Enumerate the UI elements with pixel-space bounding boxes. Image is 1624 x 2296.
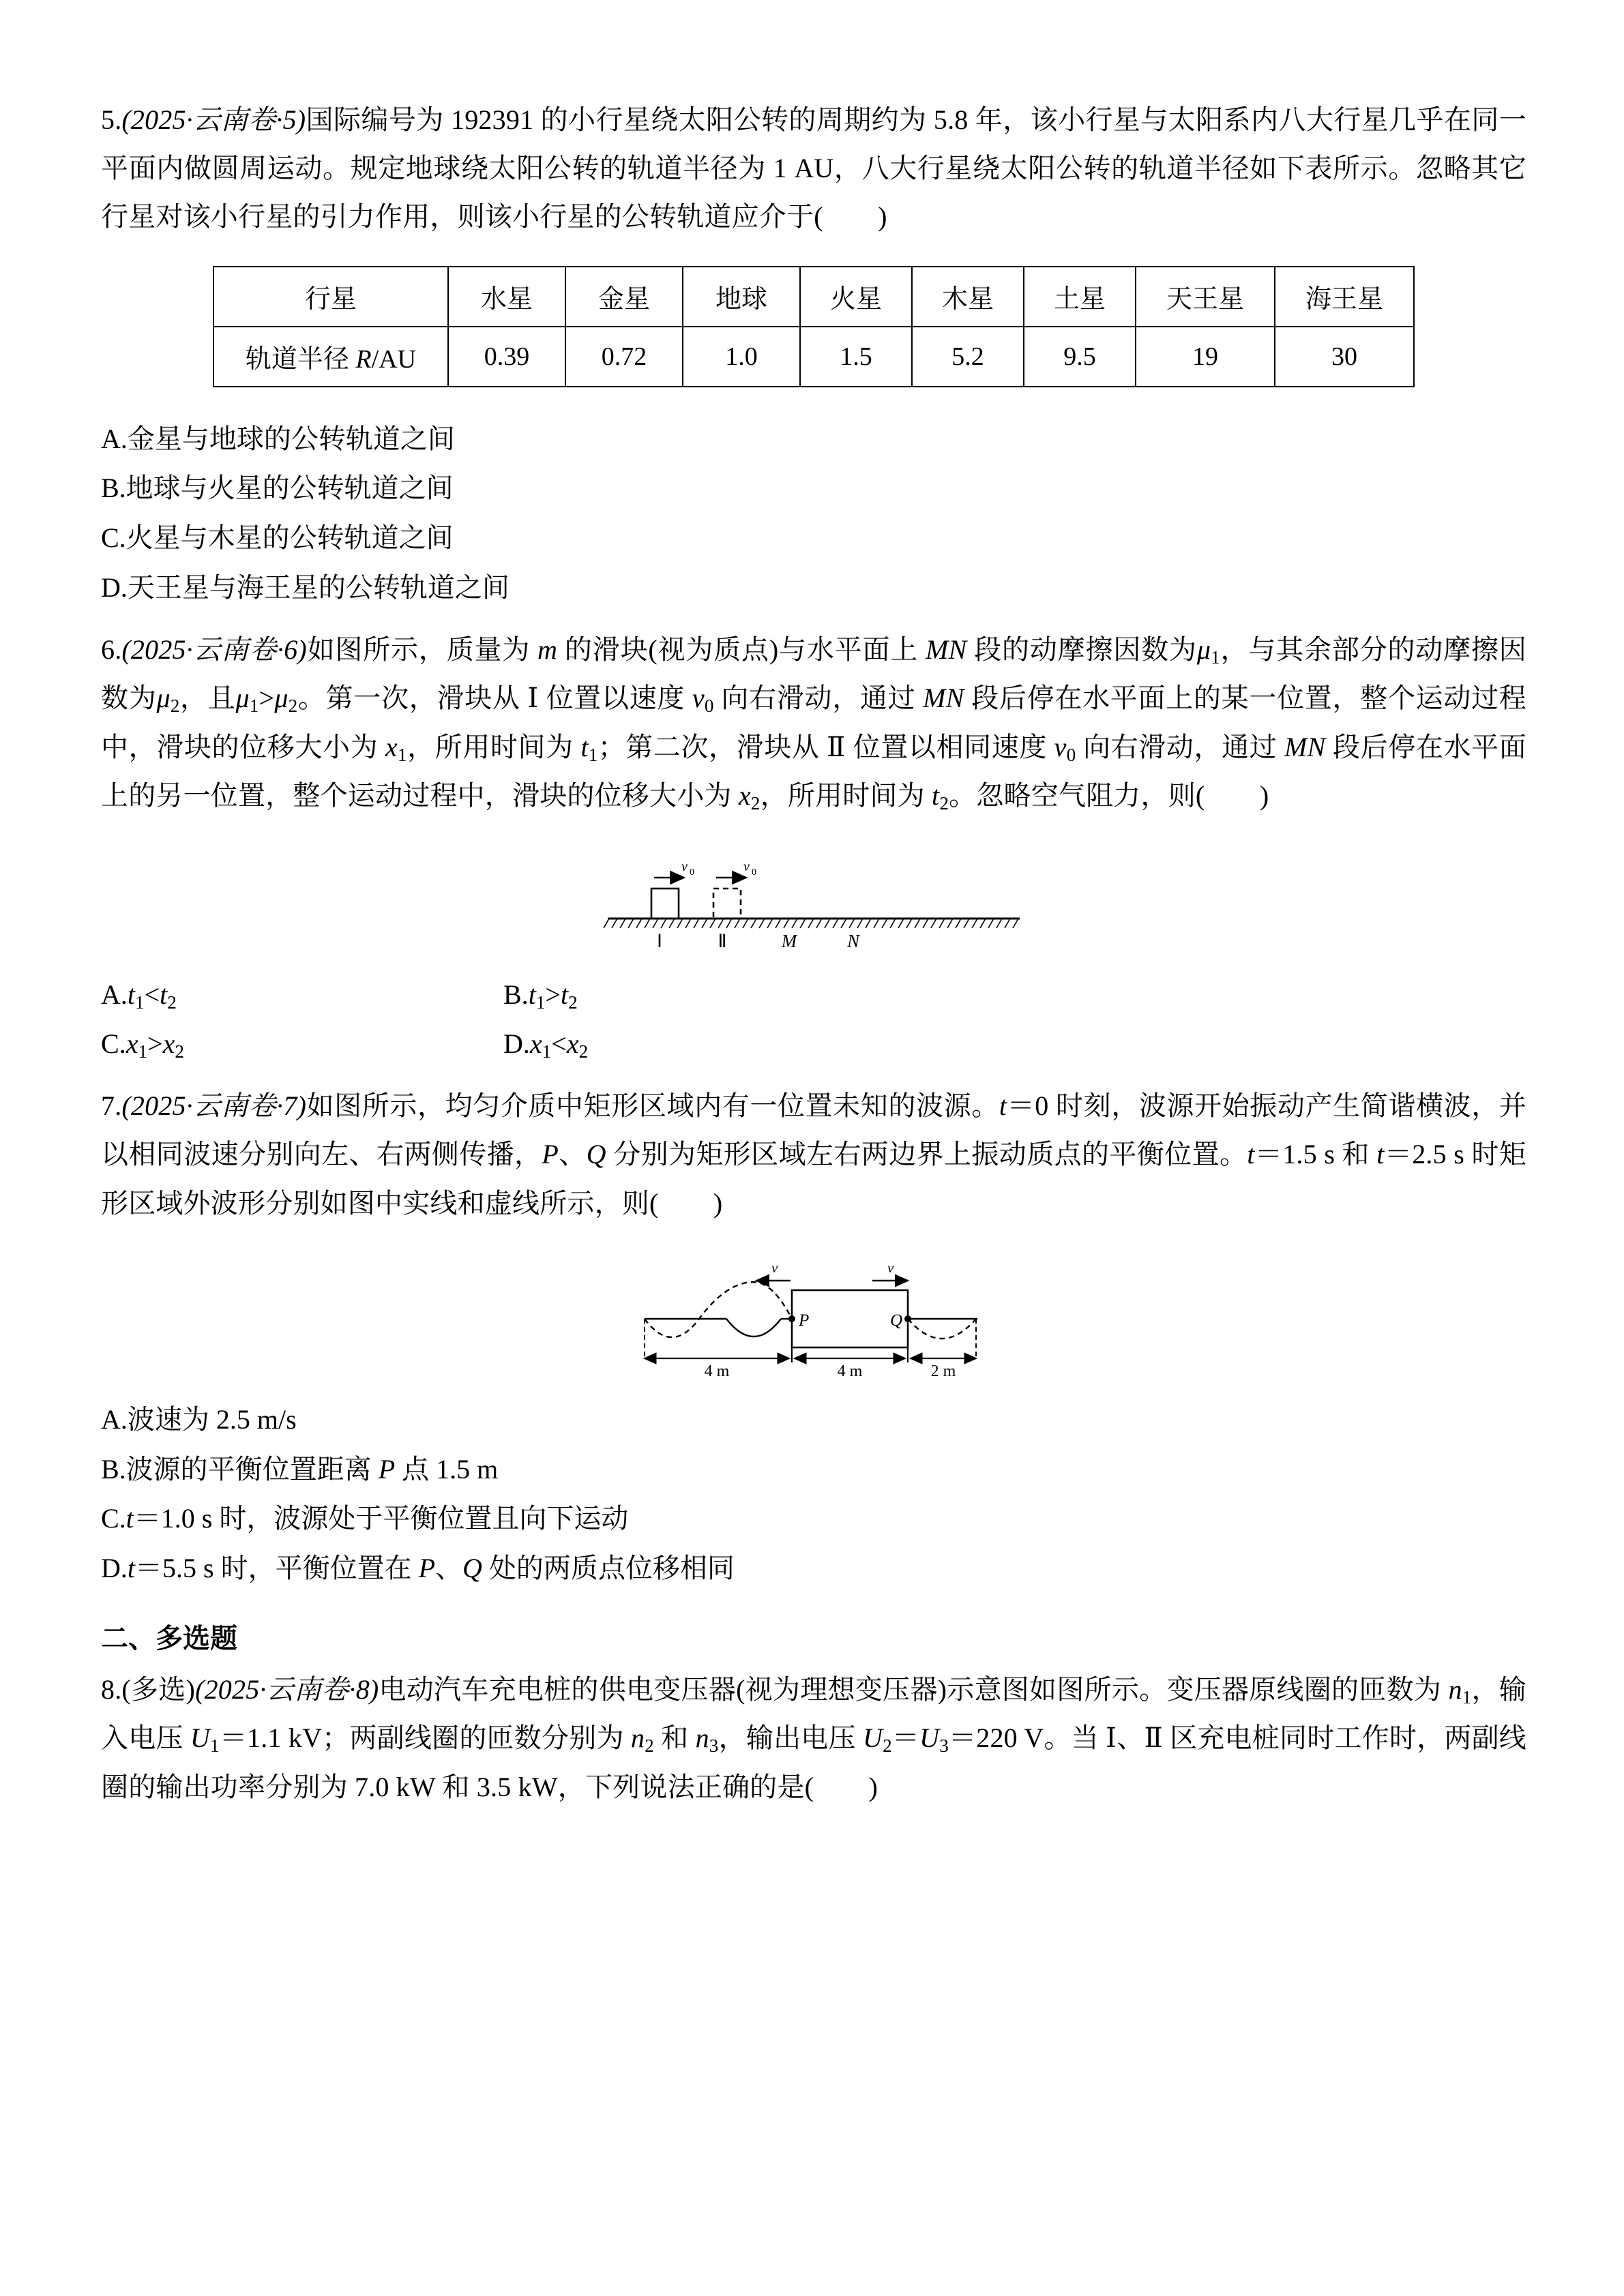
planet-orbit-table [213,266,1415,387]
svg-text:v: v [681,859,688,874]
question-7-stem [101,1082,1526,1227]
question-6-figure [101,838,1526,955]
question-8-number: 8. [101,1673,122,1705]
question-6-option-c[interactable]: $C.x_1>x_2$ [101,1028,184,1062]
question-7-option-a[interactable]: A.波速为 2.5 m/s [101,1403,297,1435]
question-8-stem [101,1665,1526,1811]
question-6-option-b[interactable]: $B.t_1>t_2$ [503,979,578,1013]
slider-friction-diagram [602,838,1025,955]
dim-label-mid: 4 m [837,1362,863,1380]
table-cell-planet-0: 水星 [448,267,565,327]
question-6-option-a[interactable]: $A.t_1<t_2$ [101,979,177,1013]
block-solid [651,889,679,919]
question-7-text: 如图所示，均匀介质中矩形区域内有一位置未知的波源。t＝0 时刻，波源开始振动产生简谐横波，并以相同波速分别向左、右两侧传播，P、Q 分别为矩形区域左右两边界上振动质点的平衡位置。t＝1.5 s 和 t＝2.5 s 时矩形区域外波形分别如图中实线和虚线所示，则( ) [101,1090,1527,1219]
solid-trough-left [726,1319,781,1337]
table-cell-planet-1: 金星 [565,267,683,327]
svg-text:M: M [781,930,797,951]
planet-table-wrapper [101,266,1526,387]
question-7-option-c[interactable]: C.t＝1.0 s 时，波源处于平衡位置且向下运动 [101,1503,629,1534]
question-8-text: 电动汽车充电桩的供电变压器(视为理想变压器)示意图如图所示。变压器原线圈的匝数为 $n_1$，输入电压 $U_1=1.1$ kV；两副线圈的匝数分别为 $n_2$ 和 $n_3$，输出电压 $U_2=U_3=220$ V。当 Ⅰ、Ⅱ 区充电桩同时工作时，两副线圈的输出功率分别为 7.0 kW 和 3.5 kW，下列说法正确的是( ) [101,1673,1527,1802]
table-cell-radius-2: 1.0 [683,327,800,387]
block-dashed [713,889,741,919]
table-cell-radius-6: 19 [1136,327,1275,387]
table-cell-row-header-1: 行星 [213,267,448,327]
table-cell-planet-6: 天王星 [1136,267,1275,327]
table-cell-planet-3: 火星 [800,267,912,327]
table-cell-row-header-2: 轨道半径 R/AU [213,327,448,387]
dashed-wave-left [645,1282,792,1337]
dashed-trough-right [908,1319,976,1339]
table-cell-radius-7: 30 [1275,327,1414,387]
table-cell-planet-5: 土星 [1024,267,1136,327]
table-cell-planet-7: 海王星 [1275,267,1414,327]
table-cell-radius-4: 5.2 [912,327,1024,387]
svg-text:0: 0 [752,867,756,878]
wave-rectangle-diagram [630,1245,998,1380]
question-6-text: 如图所示，质量为 m 的滑块(视为质点)与水平面上 MN 段的动摩擦因数为$\mu_1$，与其余部分的动摩擦因数为$\mu_2$，且$\mu_1>\mu_2$。第一次，滑块从 Ⅰ 位置以速度 $v_0$ 向右滑动，通过 MN 段后停在水平面上的某一位置，整个运动过程中，滑块的位移大小为 $x_1$，所用时间为 $t_1$；第二次，滑块从 Ⅱ 位置以相同速度 $v_0$ 向右滑动，通过 MN 段后停在水平面上的另一位置，整个运动过程中，滑块的位移大小为 $x_2$，所用时间为 $t_2$。忽略空气阻力，则( ) [101,633,1527,814]
svg-text:v: v [887,1259,894,1276]
dim-label-left: 4 m [704,1362,730,1380]
question-8-tag: (多选) [121,1673,196,1705]
question-5-option-a[interactable]: A.金星与地球的公转轨道之间 [101,423,455,454]
table-cell-radius-1: 0.72 [565,327,683,387]
question-6-options-row-2 [101,1019,1526,1069]
question-7-source: (2025·云南卷·7) [121,1090,307,1122]
page-content [101,95,1526,1815]
svg-text:0: 0 [690,867,694,878]
question-5-stem [101,95,1526,241]
svg-text:v: v [771,1259,778,1276]
table-cell-radius-3: 1.5 [800,327,912,387]
question-7-option-b[interactable]: B.波源的平衡位置距离 P 点 1.5 m [101,1453,499,1485]
svg-text:N: N [846,930,860,951]
question-6-option-d[interactable]: $D.x_1<x_2$ [503,1028,589,1062]
table-cell-planet-2: 地球 [683,267,800,327]
svg-text:Ⅱ: Ⅱ [718,930,727,951]
question-8-source: (2025·云南卷·8) [195,1673,379,1705]
table-cell-planet-4: 木星 [912,267,1024,327]
question-6-stem [101,625,1526,820]
section-heading-multiple-choice: 二、多选题 [101,1622,237,1654]
question-5-text: 国际编号为 192391 的小行星绕太阳公转的周期约为 5.8 年，该小行星与太阳系内八大行星几乎在同一平面内做圆周运动。规定地球绕太阳公转的轨道半径为 1 AU，八大行星绕太阳公转的轨道半径如下表所示。忽略其它行星对该小行星的引力作用，则该小行星的公转轨道应介于( ) [101,104,1526,233]
question-5-source: (2025·云南卷·5) [121,104,306,135]
svg-text:Ⅰ: Ⅰ [657,930,662,951]
table-row-radius [213,327,1414,387]
point-q-dot [904,1315,911,1322]
question-6-source: (2025·云南卷·6) [121,633,307,665]
question-7-number: 7. [101,1090,122,1122]
dim-label-right: 2 m [930,1362,956,1380]
question-7-figure [101,1245,1526,1380]
question-5-number: 5. [101,104,122,135]
point-q-label: Q [890,1311,903,1330]
question-5-option-d[interactable]: D.天王星与海王星的公转轨道之间 [101,571,510,603]
svg-text:v: v [743,859,750,874]
question-5-option-c[interactable]: C.火星与木星的公转轨道之间 [101,522,454,554]
table-cell-radius-5: 9.5 [1024,327,1136,387]
question-7-option-d[interactable]: D.t＝5.5 s 时，平衡位置在 P、Q 处的两质点位移相同 [101,1553,735,1584]
point-p-label: P [799,1311,810,1330]
question-5-option-b[interactable]: B.地球与火星的公转轨道之间 [101,473,454,504]
question-6-options-row-1 [101,970,1526,1020]
table-row-header [213,267,1414,327]
point-p-dot [788,1315,795,1322]
question-6-number: 6. [101,633,122,665]
table-cell-radius-0: 0.39 [448,327,565,387]
